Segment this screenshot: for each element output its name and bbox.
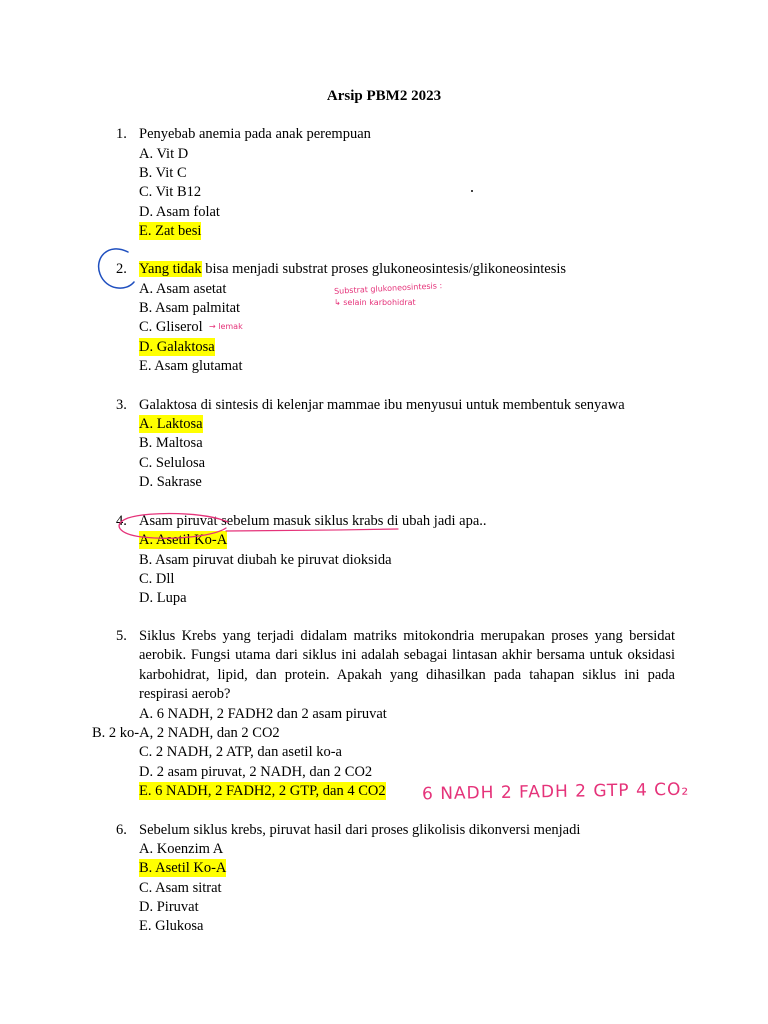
question-text	[139, 260, 566, 278]
page-title: Arsip PBM2 2023	[326, 88, 442, 104]
question-text: Sebelum siklus krebs, piruvat hasil dari proses glikolisis dikonversi menjadi	[139, 822, 581, 838]
handwritten-note: ↳ selain karbohidrat	[334, 298, 416, 307]
question-number: 6.	[116, 822, 127, 838]
answer-option: C. Selulosa	[139, 455, 206, 471]
answer-option: A. Vit D	[139, 146, 189, 162]
question-text: Galaktosa di sintesis di kelenjar mammae ibu menyusui untuk membentuk senyawa	[139, 397, 625, 413]
answer-option: B. Asam piruvat diubah ke piruvat dioksida	[139, 552, 392, 568]
question-number: 3.	[116, 397, 127, 413]
answer-option: D. 2 asam piruvat, 2 NADH, dan 2 CO2	[139, 764, 373, 780]
correct-answer-option: A. Asetil Ko-A	[139, 532, 228, 548]
answer-option: B. Maltosa	[139, 435, 203, 451]
question-text: Asam piruvat sebelum masuk siklus krabs di ubah jadi apa..	[139, 513, 487, 529]
answer-option: A. 6 NADH, 2 FADH2 dan 2 asam piruvat	[139, 706, 387, 722]
answer-option: D. Sakrase	[139, 474, 202, 490]
question-text: Penyebab anemia pada anak perempuan	[139, 126, 371, 142]
correct-answer-option: B. Asetil Ko-A	[139, 860, 227, 876]
correct-answer-option: E. Zat besi	[139, 223, 202, 239]
highlighted-phrase: Yang tidak	[139, 261, 202, 277]
answer-option: C. Asam sitrat	[139, 880, 222, 896]
handwritten-note: → lemak	[209, 322, 243, 331]
answer-option: C. Vit B12	[139, 184, 202, 200]
answer-option: B. Vit C	[139, 165, 187, 181]
correct-answer-option: D. Galaktosa	[139, 339, 215, 355]
answer-option: C. Dll	[139, 571, 175, 587]
stray-mark	[471, 190, 473, 192]
answer-option: C. 2 NADH, 2 ATP, dan asetil ko-a	[139, 744, 342, 760]
correct-answer-option: E. 6 NADH, 2 FADH2, 2 GTP, dan 4 CO2	[139, 783, 386, 799]
handwritten-note: Substrat glukoneosintesis :	[333, 281, 443, 296]
question-text: Siklus Krebs yang terjadi didalam matriks mitokondria merupakan proses yang bersidat aerobik. Fungsi utama dari siklus ini adalah sebagai lintasan akhir bersama untuk oksidasi karbohidrat, lipid, dan protein. Apakah yang dihasilkan pada tahapan siklus ini pada respirasi aerob?	[139, 628, 675, 703]
handwritten-note: 6 NADH 2 FADH 2 GTP 4 CO₂	[421, 779, 690, 805]
answer-option: D. Piruvat	[139, 899, 199, 915]
answer-option: A. Koenzim A	[139, 841, 224, 857]
answer-option: D. Lupa	[139, 590, 187, 606]
question-text-rest: bisa menjadi substrat proses glukoneosintesis/glikoneosintesis	[201, 261, 567, 277]
answer-option: D. Asam folat	[139, 204, 220, 220]
answer-option: B. 2 ko-A, 2 NADH, dan 2 CO2	[92, 725, 280, 741]
answer-option: E. Glukosa	[139, 918, 204, 934]
question-number: 5.	[116, 628, 127, 644]
correct-answer-option: A. Laktosa	[139, 416, 203, 432]
answer-option: E. Asam glutamat	[139, 358, 243, 374]
question-number: 2.	[116, 261, 127, 277]
answer-option: B. Asam palmitat	[139, 300, 241, 316]
question-number: 4.	[116, 513, 127, 529]
answer-option: A. Asam asetat	[139, 281, 227, 297]
question-number: 1.	[116, 126, 127, 142]
answer-option: C. Gliserol	[139, 319, 203, 335]
